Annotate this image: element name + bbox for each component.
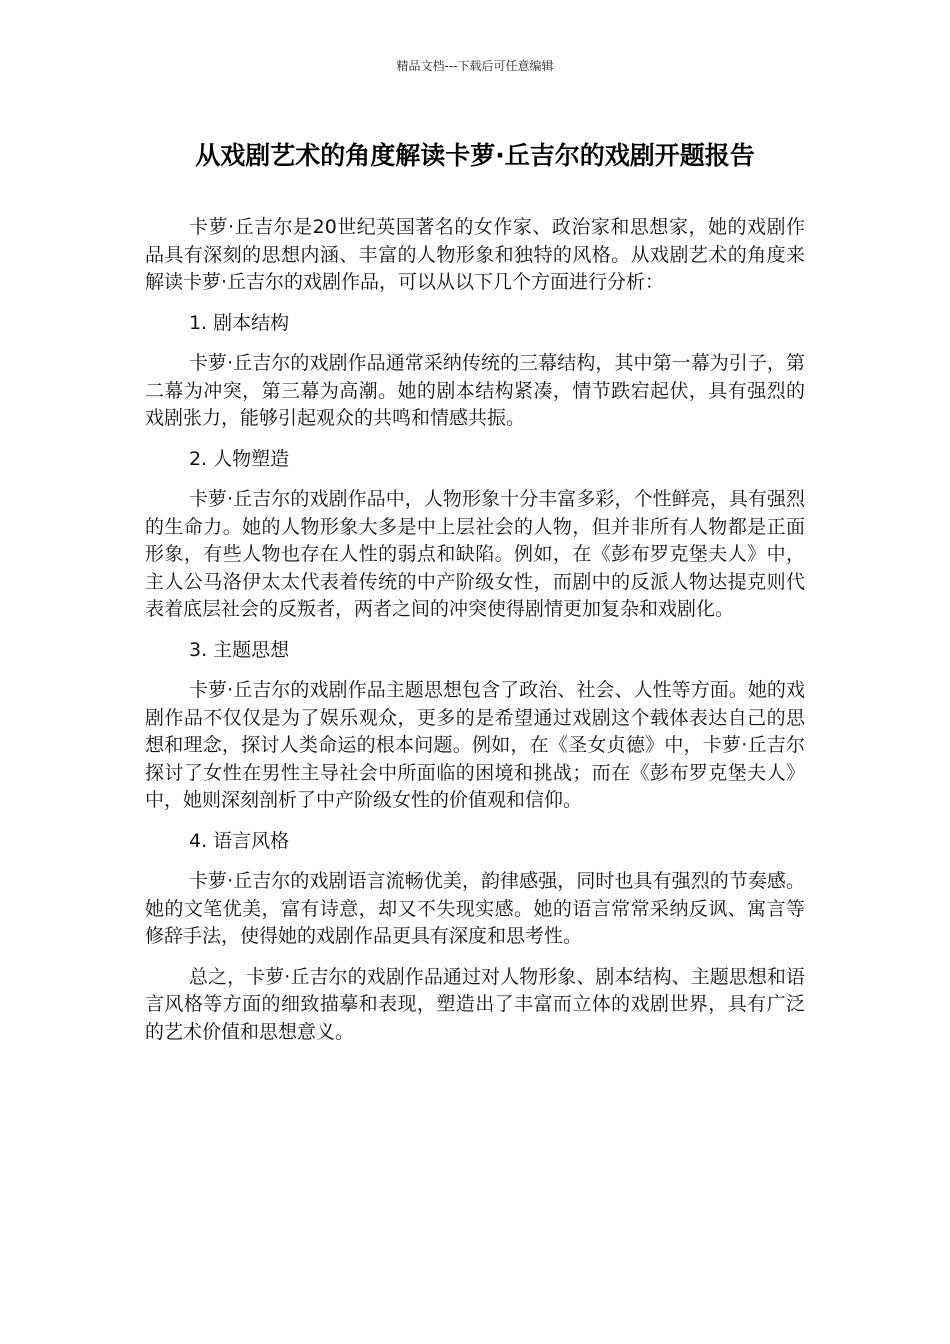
section-paragraph-structure: 卡萝·丘吉尔的戏剧作品通常采纳传统的三幕结构，其中第一幕为引子，第二幕为冲突，第三幕为高潮。她的剧本结构紧凑，情节跌宕起伏，具有强烈的戏剧张力，能够引起观众的共鸣和情感共振。	[145, 352, 805, 429]
section-paragraph-characters: 卡萝·丘吉尔的戏剧作品中，人物形象十分丰富多彩，个性鲜亮，具有强烈的生命力。她的人物形象大多是中上层社会的人物，但并非所有人物都是正面形象，有些人物也存在人性的弱点和缺陷。例如，在《彭布罗克堡夫人》中，主人公马洛伊太太代表着传统的中产阶级女性，而剧中的反派人物达提克则代表着底层社会的反叛者，两者之间的冲突使得剧情更加复杂和戏剧化。	[145, 488, 805, 620]
section-paragraph-language: 卡萝·丘吉尔的戏剧语言流畅优美，韵律感强，同时也具有强烈的节奏感。她的文笔优美，富有诗意，却又不失现实感。她的语言常常采纳反讽、寓言等修辞手法，使得她的戏剧作品更具有深度和思考性。	[145, 870, 805, 947]
document-body	[145, 214, 805, 1059]
section-heading-characters: 2. 人物塑造	[189, 447, 290, 470]
section-heading-language: 4. 语言风格	[189, 829, 290, 852]
document-title: 从戏剧艺术的角度解读卡萝·丘吉尔的戏剧开题报告	[195, 141, 755, 170]
section-paragraph-themes: 卡萝·丘吉尔的戏剧作品主题思想包含了政治、社会、人性等方面。她的戏剧作品不仅仅是为了娱乐观众，更多的是希望通过戏剧这个载体表达自己的思想和理念，探讨人类命运的根本问题。例如，在《圣女贞德》中，卡萝·丘吉尔探讨了女性在男性主导社会中所面临的困境和挑战；而在《彭布罗克堡夫人》中，她则深刻剖析了中产阶级女性的价值观和信仰。	[145, 679, 805, 811]
intro-paragraph: 卡萝·丘吉尔是20世纪英国著名的女作家、政治家和思想家，她的戏剧作品具有深刻的思想内涵、丰富的人物形象和独特的风格。从戏剧艺术的角度来解读卡萝·丘吉尔的戏剧作品，可以从以下几个方面进行分析：	[145, 216, 805, 293]
section-heading-structure: 1. 剧本结构	[189, 311, 290, 334]
conclusion-paragraph: 总之，卡萝·丘吉尔的戏剧作品通过对人物形象、剧本结构、主题思想和语言风格等方面的细致描摹和表现，塑造出了丰富而立体的戏剧世界，具有广泛的艺术价值和思想意义。	[145, 965, 805, 1043]
header-note: 精品文档---下载后可任意编辑	[396, 59, 554, 73]
section-heading-themes: 3. 主题思想	[189, 638, 290, 661]
